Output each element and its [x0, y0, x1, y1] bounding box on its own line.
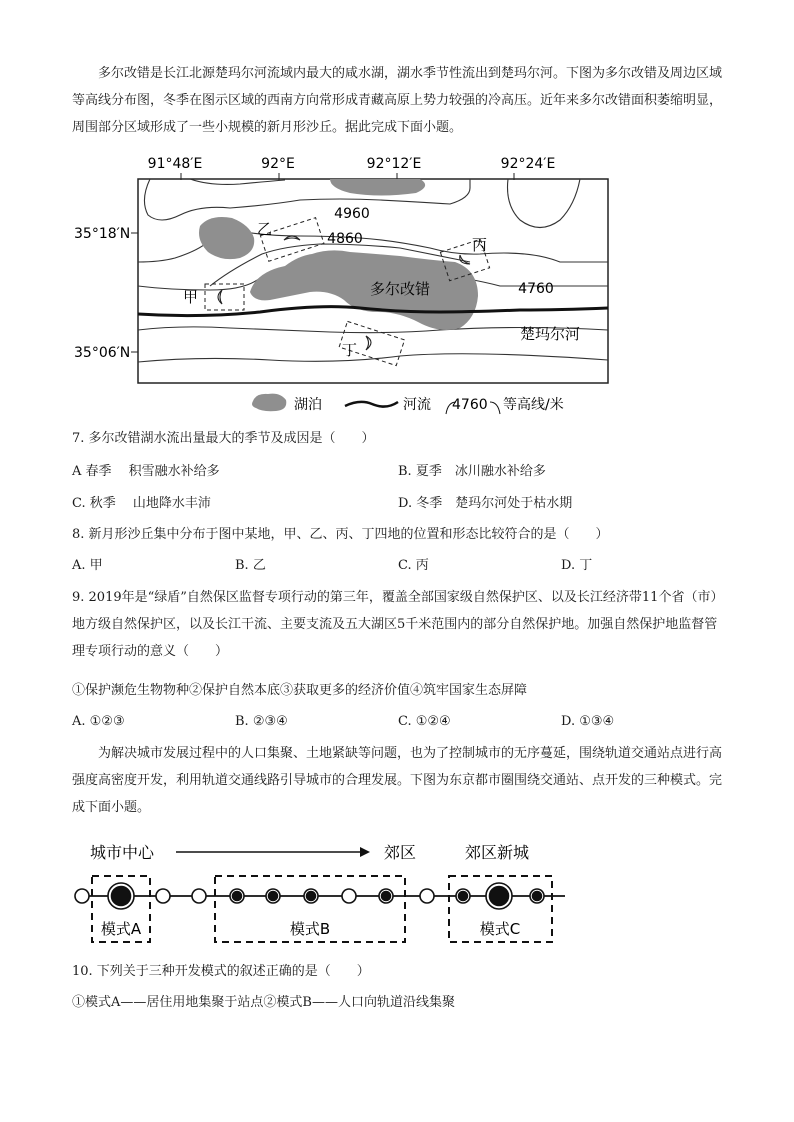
place-label-yi: 乙 — [257, 220, 273, 238]
contour-map — [0, 0, 794, 430]
lat-label-2: 35°06′N — [74, 345, 131, 361]
q9-option-d[interactable]: D. ①③④ — [561, 714, 615, 729]
contour-right-upper — [508, 179, 581, 228]
contour-label-4860: 4860 — [327, 231, 363, 247]
q10-stem: 10. 下列关于三种开发模式的叙述正确的是（ ） — [72, 964, 370, 979]
station-filled-core — [269, 892, 278, 901]
station-open — [192, 889, 206, 903]
q7-options-row2 — [72, 490, 724, 517]
north-lake — [330, 179, 425, 196]
mode-b-label: 模式B — [289, 920, 331, 938]
station-open — [420, 889, 434, 903]
lon-label-1: 91°48′E — [147, 156, 203, 172]
q7-stem: 7. 多尔改错湖水流出量最大的季节及成因是（ ） — [72, 431, 375, 446]
legend-lake-label: 湖泊 — [294, 397, 322, 413]
legend-contour-label: 等高线/米 — [503, 397, 564, 413]
q10-items: ①模式A——居住用地集聚于站点②模式B——人口向轨道沿线集聚 — [72, 995, 455, 1010]
lat-label-1: 35°18′N — [74, 226, 131, 242]
q7-option-a[interactable]: A 春季 积雪融水补给多 — [72, 464, 220, 479]
station-filled-core — [382, 892, 391, 901]
q9-option-c[interactable]: C. ①②④ — [398, 714, 451, 729]
legend-river-label: 河流 — [403, 397, 431, 413]
q8-option-b[interactable]: B. 乙 — [235, 558, 266, 573]
legend-contour-swatch-end — [490, 402, 500, 414]
q7-option-d[interactable]: D. 冬季 楚玛尔河处于枯水期 — [398, 496, 573, 511]
q8-option-d[interactable]: D. 丁 — [561, 558, 593, 573]
station-filled-core — [533, 892, 542, 901]
q7-option-b[interactable]: B. 夏季 冰川融水补给多 — [398, 464, 546, 479]
station-open — [75, 889, 89, 903]
q8-option-c[interactable]: C. 丙 — [398, 558, 429, 573]
q9-items: ①保护濒危生物物种②保护自然本底③获取更多的经济价值④筑牢国家生态屏障 — [72, 683, 528, 698]
dune-ding-icon — [366, 336, 371, 350]
q9-option-b[interactable]: B. ②③④ — [235, 714, 288, 729]
q9-stem: 9. 2019年是“绿盾”自然保区监督专项行动的第三年，覆盖全部国家级自然保护区、以及长江经济带11个省（市）地方级自然保护区，以及长江干流、主要支流及五大湖区5千米范围内的部分自然保护地。加强自然保护地监督管理专项行动的意义（ ） — [72, 590, 724, 659]
legend-river-swatch — [345, 402, 398, 407]
q9-option-a[interactable]: A. ①②③ — [72, 714, 125, 729]
legend-lake-swatch — [252, 394, 286, 412]
diagram-from-label: 城市中心 — [90, 843, 155, 862]
q8-stem: 8. 新月形沙丘集中分布于图中某地，甲、乙、丙、丁四地的位置和形态比较符合的是（ ） — [72, 527, 609, 542]
mode-a-label: 模式A — [100, 920, 142, 938]
intro-paragraph-1: 多尔改错是长江北源楚玛尔河流域内最大的咸水湖，湖水季节性流出到楚玛尔河。下图为多尔改错及周边区域等高线分布图，冬季在图示区域的西南方向常形成青藏高原上势力较强的冷高压。近年来多尔改错面积萎缩明显，周围部分区域形成了一些小规模的新月形沙丘。据此完成下面小题。 — [72, 66, 723, 135]
station-filled-core — [233, 892, 242, 901]
lon-label-4: 92°24′E — [500, 156, 556, 172]
dune-jia-icon — [218, 290, 222, 304]
contour-label-4760: 4760 — [518, 281, 554, 297]
diagram-newtown-label: 郊区新城 — [465, 843, 530, 862]
diagram-arrow-head — [360, 847, 370, 857]
diagram-to-label: 郊区 — [384, 843, 417, 862]
development-modes-diagram — [0, 830, 794, 950]
river-name: 楚玛尔河 — [519, 325, 581, 343]
q8-option-a[interactable]: A. 甲 — [72, 558, 103, 573]
station-open — [342, 889, 356, 903]
place-label-jia: 甲 — [183, 288, 199, 306]
station-major-c-core — [490, 887, 509, 906]
place-label-bing: 丙 — [472, 236, 488, 254]
station-open — [156, 889, 170, 903]
q9-options — [72, 708, 724, 735]
q7-option-c[interactable]: C. 秋季 山地降水丰沛 — [72, 496, 211, 511]
station-filled-core — [307, 892, 316, 901]
station-filled-core — [459, 892, 468, 901]
q7-options-row1 — [72, 458, 724, 485]
dune-bing-icon — [460, 255, 470, 264]
q8-options — [72, 552, 724, 579]
intro-paragraph-2: 为解决城市发展过程中的人口集聚、土地紧缺等问题，也为了控制城市的无序蔓延，围绕轨道交通站点进行高强度高密度开发，利用轨道交通线路引导城市的合理发展。下图为东京都市圈围绕交通站、点开发的三种模式。完成下面小题。 — [72, 746, 723, 815]
station-major-a-core — [112, 887, 131, 906]
mode-c-label: 模式C — [479, 920, 521, 938]
lake-name: 多尔改错 — [369, 280, 431, 298]
contour-lower-2 — [138, 354, 608, 362]
map-legend — [252, 394, 564, 414]
contour-top-left — [190, 179, 285, 184]
legend-contour-sample: 4760 — [452, 397, 488, 413]
lon-label-2: 92°E — [261, 156, 295, 172]
lon-label-3: 92°12′E — [366, 156, 422, 172]
contour-label-4960: 4960 — [334, 206, 370, 222]
west-lake — [199, 217, 254, 259]
place-label-ding: 丁 — [342, 341, 358, 359]
dune-yi-icon — [284, 236, 300, 240]
